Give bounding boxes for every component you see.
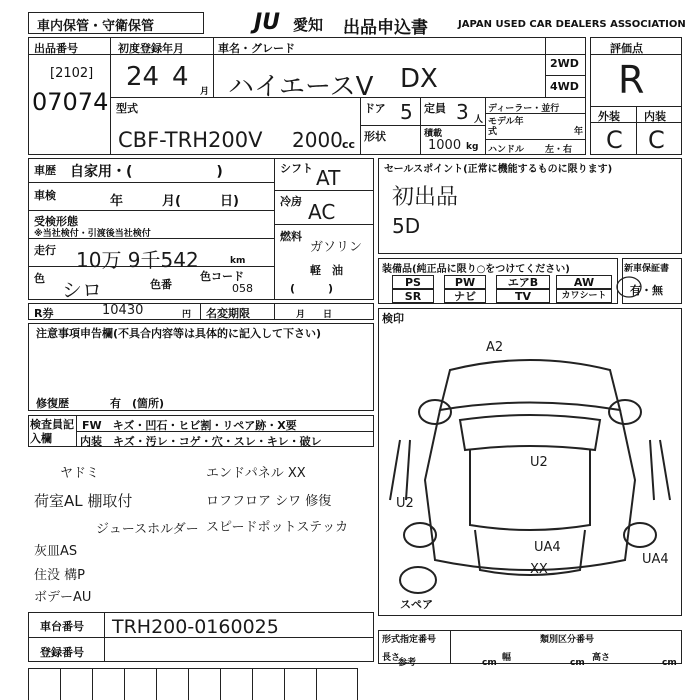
sales-line-1: 初出品 (392, 185, 459, 210)
repair-value: 有 (箇所) (110, 397, 165, 410)
inspector-label: 検査員記入欄 (30, 418, 74, 445)
new-car-warranty-value: 有・無 (630, 284, 663, 297)
damage-mark-ua4-rear: UA4 (534, 540, 561, 555)
mileage-value: 10万 9千542 (76, 248, 199, 272)
grade-score: R (618, 58, 645, 102)
sales-points-label: セールスポイント(正常に機能するものに限ります) (384, 164, 613, 175)
spare-label: スペア (400, 598, 433, 611)
use-value: 自家用・( ) (70, 164, 223, 180)
capacity-value: 3 (456, 100, 469, 124)
type-label: 型式 (116, 102, 138, 115)
fuel-option: 軽 油 (310, 264, 343, 277)
exterior-label: 外装 (598, 110, 620, 123)
color-label: 色 (34, 272, 45, 285)
grade-label: 評価点 (610, 42, 643, 55)
recycle-label: R券 (34, 307, 54, 320)
form-title: 出品申込書 (343, 18, 428, 38)
shape-label: 形状 (364, 130, 386, 143)
capacity-label: 定員 (424, 102, 446, 115)
first-reg-year: 24 (126, 62, 160, 92)
capacity-unit: 人 (474, 115, 484, 125)
drive-4wd: 4WD (550, 80, 579, 93)
lot-number: 07074 (32, 88, 109, 116)
width-unit: cm (570, 658, 585, 668)
equip-aw: AW (556, 275, 612, 289)
fuel-value: ガソリン (310, 240, 363, 255)
chassis-label: 車台番号 (40, 620, 84, 633)
ac-value: AC (308, 200, 336, 224)
drive-2wd: 2WD (550, 57, 579, 70)
kg-unit: kg (466, 142, 479, 152)
model-name: ハイエースV (228, 72, 374, 102)
cc-unit: cc (342, 138, 356, 151)
ju-logo: JU (254, 10, 281, 35)
type-value: CBF-TRH200V (118, 128, 263, 152)
new-car-warranty-label: 新車保証書 (624, 264, 670, 274)
inspector-row-1: FW キズ・凹石・ヒビ割・リペア跡・X要 (82, 419, 297, 432)
model-name-label: 車名・グレード (218, 42, 295, 55)
name-change-label: 名変期限 (206, 307, 250, 320)
length-label: 長さ (382, 653, 401, 663)
ac-label: 冷房 (280, 195, 302, 208)
doors-label: ドア (364, 102, 386, 115)
notes-label: 注意事項申告欄(不具合内容等は具体的に記入して下さい) (36, 327, 322, 340)
note-hw-4: 灰皿AS (34, 544, 78, 559)
length-unit: cm (482, 658, 497, 668)
association-name: JAPAN USED CAR DEALERS ASSOCIATION (458, 19, 686, 30)
handle-label: ハンドル (488, 145, 525, 155)
recycle-value: 10430 (102, 303, 144, 318)
lot-bracket: [2102] (50, 66, 94, 81)
category-label: 類別区分番号 (540, 635, 595, 645)
storage-title-box (28, 12, 204, 34)
interior-label: 内装 (644, 110, 666, 123)
use-label: 車歴 (34, 164, 56, 177)
equip-tv: TV (496, 289, 550, 303)
equip-airbag: エアB (496, 275, 550, 289)
note-hw-2: 荷室AL 棚取付 (34, 492, 133, 510)
color-code-label: 色コード (200, 270, 244, 283)
mileage-label: 走行 (34, 244, 56, 257)
chassis-value: TRH200-0160025 (112, 616, 279, 638)
receive-sub: ※当社検付・引渡後当社検付 (34, 229, 151, 239)
damage-mark-u2-side: U2 (396, 496, 414, 511)
inspection-label: 車検 (34, 189, 56, 202)
month-unit: 月 (200, 87, 210, 97)
first-reg-label: 初度登録年月 (118, 42, 184, 55)
model-year-unit: 年 (574, 127, 584, 137)
grade-value: DX (400, 64, 438, 94)
fuel-paren: ( ) (290, 282, 334, 295)
inspector-row-2: 内装 キズ・汚レ・コゲ・穴・スレ・キレ・破レ (80, 435, 322, 448)
equip-sr: SR (392, 289, 434, 303)
width-label: 幅 (502, 653, 512, 663)
damage-mark-a2: A2 (486, 340, 504, 355)
recycle-unit: 円 (182, 310, 192, 320)
note-hw-1: ヤドミ (60, 466, 100, 481)
interior-score: C (648, 126, 665, 154)
color-code-value: 058 (232, 282, 253, 295)
equip-leather: カワシート (556, 289, 612, 303)
spec-label: 形式指定番号 (382, 635, 437, 645)
right-hw-1: エンドパネル XX (206, 466, 306, 481)
equip-ps: PS (392, 275, 434, 289)
ref-label: 参考 (398, 658, 417, 668)
note-hw-5: 住没 構P (34, 568, 85, 583)
inspection-value: 年 月( 日) (110, 194, 239, 209)
storage-title: 車内保管・守衛保管 (37, 19, 155, 34)
lot-number-label: 出品番号 (34, 42, 78, 55)
damage-mark-xx: XX (530, 562, 548, 577)
color-value: シロ (62, 278, 102, 302)
name-change-value: 月 日 (296, 310, 333, 320)
repair-label: 修復歴 (36, 397, 69, 410)
org-name: 愛知 (293, 16, 324, 34)
note-hw-3: ジュースホルダー (96, 522, 199, 537)
load-label: 積載 (424, 129, 443, 139)
color-number-label: 色番 (150, 278, 172, 291)
fuel-label: 燃料 (280, 230, 302, 243)
model-year-label: モデル年式 (488, 117, 524, 137)
damage-mark-u2-roof: U2 (530, 455, 548, 470)
exterior-score: C (606, 126, 623, 154)
shift-value: AT (316, 166, 341, 190)
displacement: 2000 (292, 128, 343, 152)
load-value: 1000 (428, 138, 462, 153)
dealer-label: ディーラー・並行 (488, 104, 560, 114)
right-hw-3: スピードポットステッカ (206, 520, 349, 535)
right-hw-2: ロフフロア シワ 修復 (206, 494, 332, 509)
stamp-label: 検印 (382, 312, 404, 325)
equipment-label: 装備品(純正品に限り○をつけてください) (382, 264, 570, 275)
warranty-circle (614, 274, 644, 300)
note-hw-6: ボデーAU (34, 590, 92, 605)
mileage-unit: km (230, 256, 246, 266)
shift-label: シフト (280, 162, 313, 175)
height-unit: cm (662, 658, 677, 668)
reg-number-label: 登録番号 (40, 646, 84, 659)
handle-options: 左・右 (545, 145, 573, 155)
receive-label: 受検形態 (34, 215, 78, 228)
doors-value: 5 (400, 100, 413, 124)
sales-line-2: 5D (392, 214, 421, 238)
equip-pw: PW (444, 275, 486, 289)
first-reg-month: 4 (172, 62, 189, 92)
bottom-strip (28, 668, 358, 700)
equip-navi: ナビ (444, 289, 486, 303)
damage-mark-ua4-side: UA4 (642, 552, 669, 567)
height-label: 高さ (592, 653, 611, 663)
